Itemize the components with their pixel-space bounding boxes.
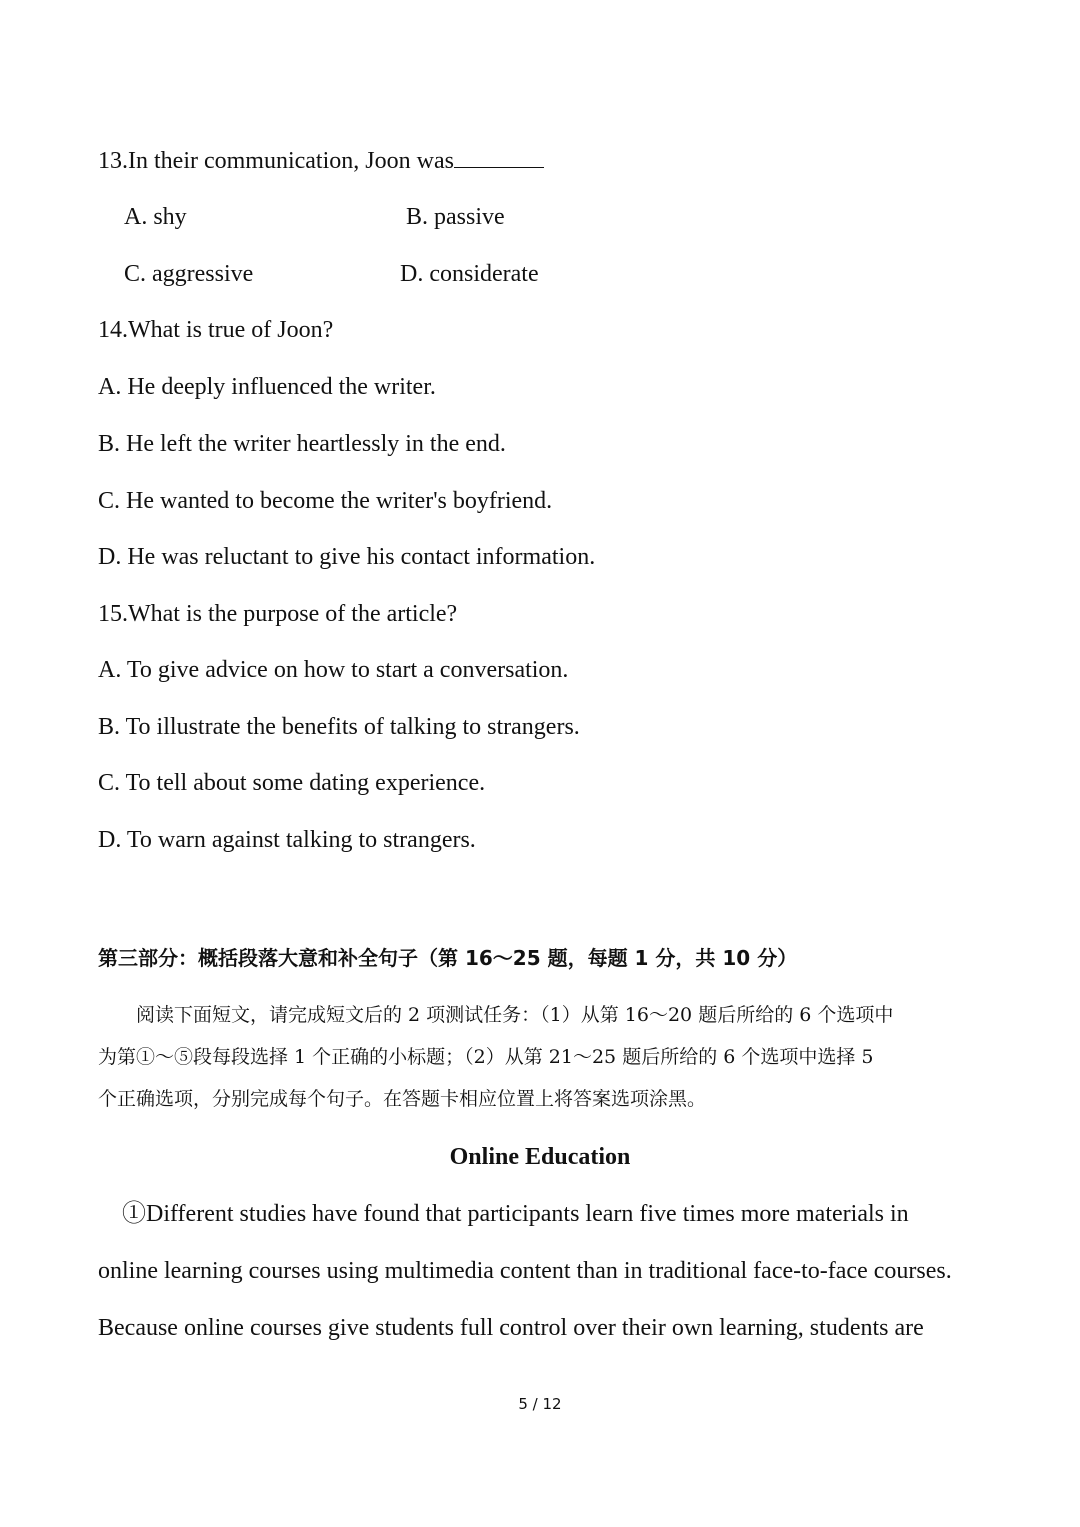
question-14-option-d: D. He was reluctant to give his contact information. xyxy=(98,544,596,570)
article-title: Online Education xyxy=(449,1144,631,1170)
question-13-option-d: D. considerate xyxy=(400,261,539,287)
question-13-option-c: C. aggressive xyxy=(124,261,254,287)
page-number: 5 / 12 xyxy=(518,1395,562,1413)
question-15-option-b: B. To illustrate the benefits of talking to strangers. xyxy=(98,714,580,740)
question-15-option-d: D. To warn against talking to strangers. xyxy=(98,827,476,853)
question-13-text: 13.In their communication, Joon was xyxy=(98,148,454,174)
question-15-option-a: A. To give advice on how to start a conversation. xyxy=(98,657,569,683)
answer-blank xyxy=(454,145,544,168)
instruction-line: 为第①～⑤段每段选择 1 个正确的小标题；（2）从第 21～25 题后所给的 6 个选项中选择 5 xyxy=(98,1046,874,1068)
article-paragraph-line: online learning courses using multimedia content than in traditional face-to-face courses. xyxy=(98,1258,952,1284)
question-15-option-c: C. To tell about some dating experience. xyxy=(98,770,486,796)
instruction-line: 阅读下面短文，请完成短文后的 2 项测试任务：（1）从第 16～20 题后所给的 6 个选项中 xyxy=(98,1004,894,1026)
question-15-stem: 15.What is the purpose of the article? xyxy=(98,601,458,627)
question-14-option-b: B. He left the writer heartlessly in the end. xyxy=(98,431,506,457)
question-14-stem: 14.What is true of Joon? xyxy=(98,317,334,343)
question-14-option-c: C. He wanted to become the writer's boyfriend. xyxy=(98,488,553,514)
question-13-stem xyxy=(98,145,544,176)
section-heading: 第三部分：概括段落大意和补全句子（第 16～25 题，每题 1 分，共 10 分） xyxy=(98,946,798,970)
article-paragraph-line: ①Different studies have found that participants learn five times more materials in xyxy=(98,1201,909,1227)
article-paragraph-line: Because online courses give students full control over their own learning, students are xyxy=(98,1315,924,1341)
question-13-option-b: B. passive xyxy=(406,204,505,230)
instruction-line: 个正确选项，分别完成每个句子。在答题卡相应位置上将答案选项涂黑。 xyxy=(98,1088,707,1110)
question-14-option-a: A. He deeply influenced the writer. xyxy=(98,374,436,400)
question-13-option-a: A. shy xyxy=(124,204,187,230)
